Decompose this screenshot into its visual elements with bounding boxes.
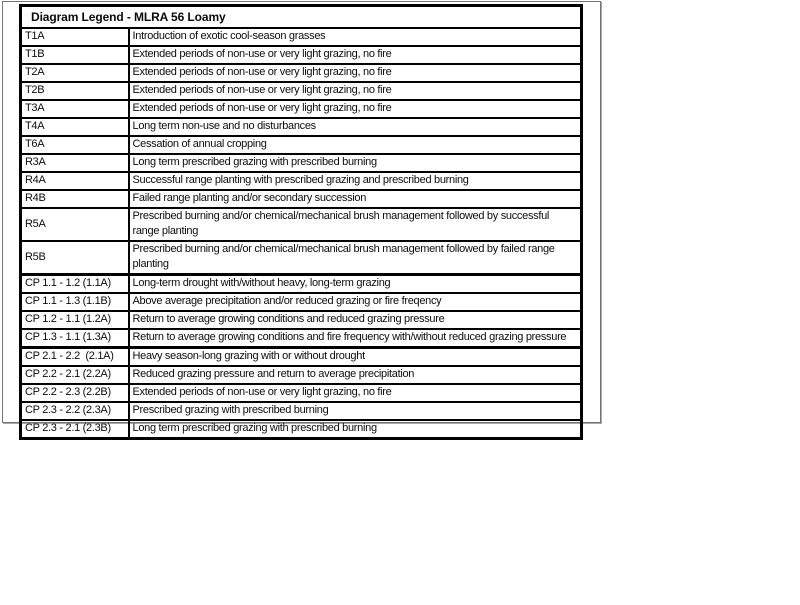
description-cell: Prescribed grazing with prescribed burning bbox=[129, 402, 582, 420]
table-row bbox=[21, 64, 582, 82]
table-row bbox=[21, 136, 582, 154]
table-row bbox=[21, 208, 582, 241]
description-cell: Successful range planting with prescribed grazing and prescribed burning bbox=[129, 172, 582, 190]
code-cell: CP 1.1 - 1.3 (1.1B) bbox=[21, 293, 129, 311]
description-cell: Reduced grazing pressure and return to average precipitation bbox=[129, 366, 582, 384]
code-cell: R4A bbox=[21, 172, 129, 190]
description-cell: Prescribed burning and/or chemical/mechanical brush management followed by failed range planting bbox=[129, 241, 582, 275]
code-cell: R3A bbox=[21, 154, 129, 172]
table-row bbox=[21, 366, 582, 384]
description-cell: Extended periods of non-use or very light grazing, no fire bbox=[129, 82, 582, 100]
table-row bbox=[21, 329, 582, 348]
table-row bbox=[21, 154, 582, 172]
description-cell: Return to average growing conditions and fire frequency with/without reduced grazing pressure bbox=[129, 329, 582, 348]
table-row bbox=[21, 190, 582, 208]
code-cell: R5B bbox=[21, 241, 129, 275]
description-cell: Introduction of exotic cool-season grasses bbox=[129, 28, 582, 46]
table-row bbox=[21, 348, 582, 367]
description-cell: Prescribed burning and/or chemical/mechanical brush management followed by successful range planting bbox=[129, 208, 582, 241]
description-cell: Extended periods of non-use or very light grazing, no fire bbox=[129, 384, 582, 402]
table-row bbox=[21, 384, 582, 402]
table-row bbox=[21, 82, 582, 100]
code-cell: CP 2.3 - 2.1 (2.3B) bbox=[21, 420, 129, 439]
table-row bbox=[21, 275, 582, 294]
code-cell: T2A bbox=[21, 64, 129, 82]
description-cell: Heavy season-long grazing with or without drought bbox=[129, 348, 582, 367]
table-row bbox=[21, 402, 582, 420]
code-cell: T4A bbox=[21, 118, 129, 136]
table-row bbox=[21, 172, 582, 190]
table-row bbox=[21, 241, 582, 275]
code-cell: CP 1.1 - 1.2 (1.1A) bbox=[21, 275, 129, 294]
description-cell: Long term prescribed grazing with prescribed burning bbox=[129, 154, 582, 172]
code-cell: CP 2.2 - 2.1 (2.2A) bbox=[21, 366, 129, 384]
table-row bbox=[21, 420, 582, 439]
description-cell: Cessation of annual cropping bbox=[129, 136, 582, 154]
description-cell: Extended periods of non-use or very light grazing, no fire bbox=[129, 100, 582, 118]
legend-table-body bbox=[21, 28, 582, 439]
legend-title: Diagram Legend - MLRA 56 Loamy bbox=[21, 6, 582, 29]
description-cell: Failed range planting and/or secondary succession bbox=[129, 190, 582, 208]
code-cell: CP 1.2 - 1.1 (1.2A) bbox=[21, 311, 129, 329]
code-cell: CP 2.1 - 2.2 (2.1A) bbox=[21, 348, 129, 367]
description-cell: Long-term drought with/without heavy, long-term grazing bbox=[129, 275, 582, 294]
legend-table bbox=[19, 4, 583, 440]
code-cell: T3A bbox=[21, 100, 129, 118]
description-cell: Long term non-use and no disturbances bbox=[129, 118, 582, 136]
table-row bbox=[21, 28, 582, 46]
table-row bbox=[21, 311, 582, 329]
code-cell: T1B bbox=[21, 46, 129, 64]
legend-frame bbox=[2, 1, 601, 434]
description-cell: Extended periods of non-use or very light grazing, no fire bbox=[129, 64, 582, 82]
description-cell: Long term prescribed grazing with prescribed burning bbox=[129, 420, 582, 439]
description-cell: Above average precipitation and/or reduced grazing or fire freqency bbox=[129, 293, 582, 311]
code-cell: T1A bbox=[21, 28, 129, 46]
table-row bbox=[21, 100, 582, 118]
code-cell: CP 1.3 - 1.1 (1.3A) bbox=[21, 329, 129, 348]
code-cell: T6A bbox=[21, 136, 129, 154]
table-row bbox=[21, 118, 582, 136]
table-row bbox=[21, 46, 582, 64]
description-cell: Return to average growing conditions and reduced grazing pressure bbox=[129, 311, 582, 329]
code-cell: CP 2.3 - 2.2 (2.3A) bbox=[21, 402, 129, 420]
code-cell: CP 2.2 - 2.3 (2.2B) bbox=[21, 384, 129, 402]
code-cell: T2B bbox=[21, 82, 129, 100]
table-row bbox=[21, 293, 582, 311]
legend-title-row bbox=[21, 6, 582, 29]
code-cell: R5A bbox=[21, 208, 129, 241]
description-cell: Extended periods of non-use or very light grazing, no fire bbox=[129, 46, 582, 64]
code-cell: R4B bbox=[21, 190, 129, 208]
